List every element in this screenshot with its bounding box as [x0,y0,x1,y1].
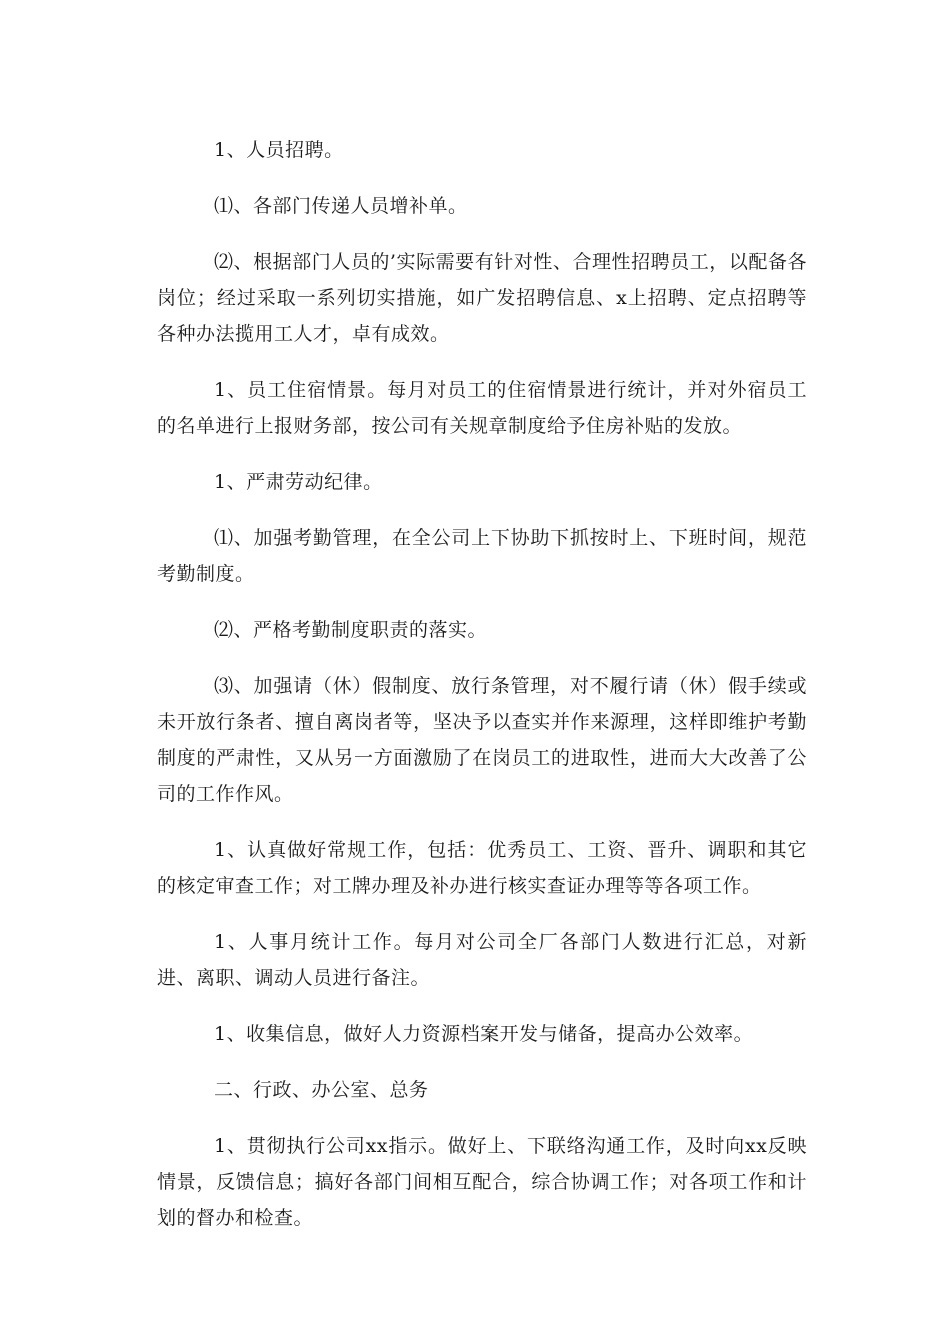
paragraph-targeted-recruitment: ⑵、根据部门人员的’实际需要有针对性、合理性招聘员工，以配备各岗位；经过采取一系列切实措施，如广发招聘信息、x上招聘、定点招聘等各种办法揽用工人才，卓有成效。 [157,251,807,345]
paragraph-monthly-statistics: 1、人事月统计工作。每月对公司全厂各部门人数进行汇总，对新进、离职、调动人员进行备注。 [157,931,807,989]
document-body [157,132,807,1256]
paragraph-attendance-duties: ⑵、严格考勤制度职责的落实。 [214,619,488,641]
paragraph-routine-work: 1、认真做好常规工作，包括：优秀员工、工资、晋升、调职和其它的核定审查工作；对工牌办理及补办进行核实查证办理等等各项工作。 [157,839,807,897]
paragraph-attendance-management: ⑴、加强考勤管理，在全公司上下协助下抓按时上、下班时间，规范考勤制度。 [157,527,807,585]
paragraph-labor-discipline-heading: 1、严肃劳动纪律。 [214,471,383,493]
paragraph-recruitment-heading: 1、人员招聘。 [214,139,344,161]
paragraph-leave-management: ⑶、加强请（休）假制度、放行条管理，对不履行请（休）假手续或未开放行条者、擅自离岗者等，坚决予以查实并作来源理，这样即维护考勤制度的严肃性，又从另一方面激励了在岗员工的进取性，进而大大改善了公司的工作作风。 [157,675,807,805]
paragraph-staffing-request: ⑴、各部门传递人员增补单。 [214,195,468,217]
paragraph-employee-housing: 1、员工住宿情景。每月对员工的住宿情景进行统计，并对外宿员工的名单进行上报财务部，按公司有关规章制度给予住房补贴的发放。 [157,379,807,437]
section-heading-administration: 二、行政、办公室、总务 [214,1079,429,1101]
paragraph-hr-archives: 1、收集信息，做好人力资源档案开发与储备，提高办公效率。 [214,1023,754,1045]
paragraph-company-directives: 1、贯彻执行公司xx指示。做好上、下联络沟通工作，及时向xx反映情景，反馈信息；搞好各部门间相互配合，综合协调工作；对各项工作和计划的督办和检查。 [157,1135,807,1229]
